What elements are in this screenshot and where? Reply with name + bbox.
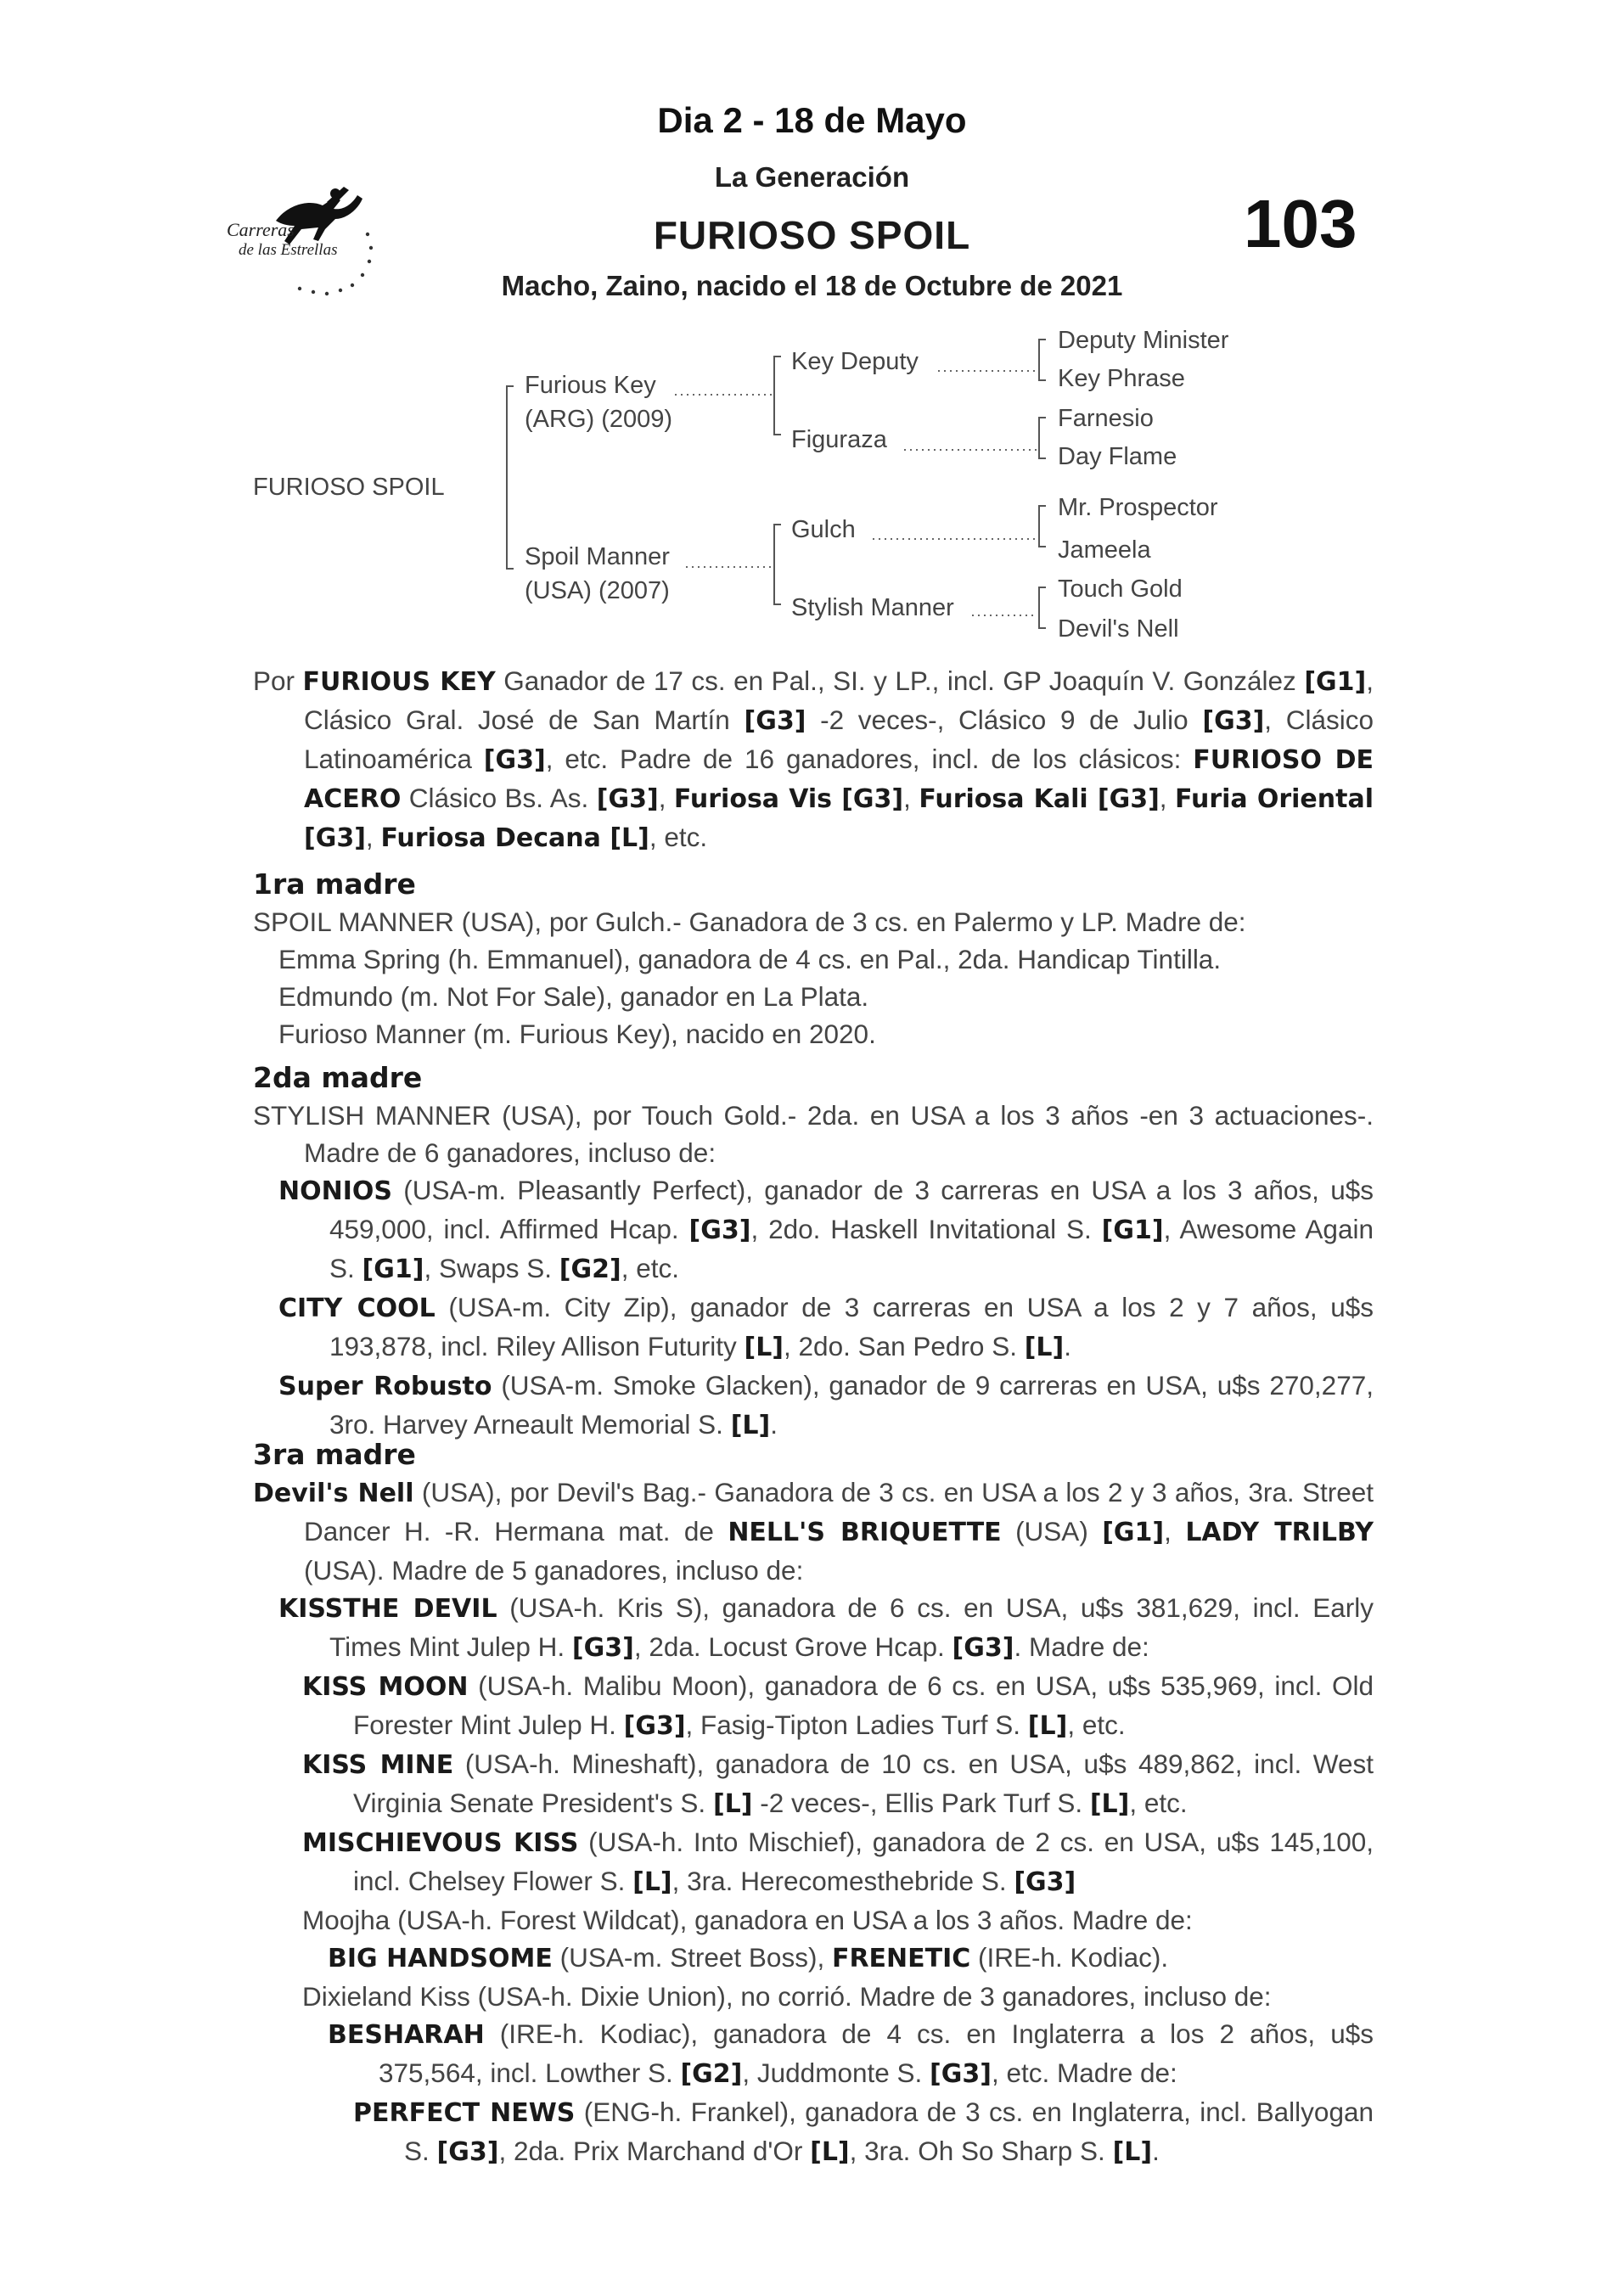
produce-entry <box>278 1171 1374 1288</box>
text: Por <box>253 665 303 696</box>
winner-name: FURIOSO DE ACERO <box>304 745 1374 814</box>
grade: [L] <box>810 2137 850 2167</box>
text: , etc. Madre de: <box>991 2057 1177 2088</box>
grade: [G3] <box>688 1215 751 1245</box>
text: Clásico Bs. As. <box>401 783 597 813</box>
produce-line: Furioso Manner (m. Furious Key), nacido en 2020. <box>278 1019 876 1049</box>
horse-name: CITY COOL <box>278 1294 436 1323</box>
text: , 2do. Haskell Invitational S. <box>750 1214 1102 1244</box>
grade: [G3] <box>596 784 659 814</box>
grade: [G1] <box>1102 1518 1165 1547</box>
produce-entry <box>278 1288 1374 1367</box>
horse-name: PERFECT NEWS <box>353 2098 576 2128</box>
text: . Madre de: <box>1014 1631 1149 1662</box>
horse-name: NELL'S BRIQUETTE <box>728 1518 1002 1547</box>
grade: [G3] <box>1014 1867 1076 1897</box>
text: , etc. <box>1067 1709 1126 1740</box>
grade: [L] <box>1024 1333 1065 1362</box>
pedigree-subject: FURIOSO SPOIL <box>253 474 445 501</box>
text: , Awesome Again S. <box>329 1214 1374 1283</box>
grade: [G3] <box>623 1711 686 1741</box>
text: . <box>1152 2136 1160 2166</box>
produce-entry: Dixieland Kiss (USA-h. Dixie Union), no corrió. Madre de 3 ganadores, incluso de: <box>302 1981 1272 2012</box>
pedigree-sire-sire: Key Deputy <box>791 348 919 375</box>
text: (USA) <box>1001 1516 1103 1547</box>
produce-entry <box>353 2093 1374 2171</box>
produce-line: Emma Spring (h. Emmanuel), ganadora de 4 cs. en Pal., 2da. Handicap Tintilla. <box>278 944 1222 974</box>
day-title: Dia 2 - 18 de Mayo <box>657 100 967 140</box>
grade: [G2] <box>559 1255 621 1284</box>
pedigree-brackets <box>0 0 1624 662</box>
third-dam-heading: 3ra madre <box>253 1438 416 1471</box>
horse-name: KISSTHE DEVIL <box>278 1594 497 1624</box>
pedigree-g3-8: Devil's Nell <box>1058 615 1179 643</box>
produce-entry <box>302 1667 1374 1745</box>
grade: [G1] <box>1101 1215 1164 1245</box>
text: , Clásico Gral. José de San Martín <box>304 665 1374 735</box>
horse-name: FURIOSO SPOIL <box>653 213 971 257</box>
horse-name: FRENETIC <box>831 1944 971 1973</box>
text: , 2do. San Pedro S. <box>784 1331 1025 1361</box>
horse-name: LADY TRILBY <box>1185 1518 1374 1547</box>
text: (USA-h. Kris S), ganadora de 6 cs. en USA, u$s 381,629, incl. Early Times Mint Julep H. <box>329 1592 1374 1662</box>
grade: [G3] <box>483 745 546 775</box>
sire-paragraph <box>253 662 1374 857</box>
text: , etc. <box>621 1253 679 1283</box>
text: , etc. Padre de 16 ganadores, incl. de los clásicos: <box>545 744 1194 774</box>
produce-entry <box>302 1745 1374 1823</box>
text: , <box>365 822 381 852</box>
text: (USA-h. Mineshaft), ganadora de 10 cs. en USA, u$s 489,862, incl. West Virginia Senate President's S. <box>353 1749 1374 1818</box>
winner-name: Furiosa Decana [L] <box>380 823 649 853</box>
produce-entry <box>328 1939 1374 1978</box>
horse-name: MISCHIEVOUS KISS <box>302 1828 579 1858</box>
grade: [L] <box>1027 1711 1068 1741</box>
grade: [G2] <box>680 2059 743 2089</box>
horse-description: Macho, Zaino, nacido el 18 de Octubre de 2021 <box>501 270 1123 301</box>
pedigree-g3-3: Farnesio <box>1058 405 1154 432</box>
grade: [L] <box>730 1411 771 1440</box>
text: , 2da. Locust Grove Hcap. <box>633 1631 952 1662</box>
text: (USA-m. City Zip), ganador de 3 carreras en USA a los 2 y 7 años, u$s 193,878, incl. Riley Allison Futurity <box>329 1292 1374 1361</box>
pedigree-g3-1: Deputy Minister <box>1058 327 1229 354</box>
horse-name: NONIOS <box>278 1176 392 1206</box>
pedigree-dam-origin: (USA) (2007) <box>525 577 670 604</box>
text: , <box>1164 1516 1186 1547</box>
pedigree-sire-dam: Figuraza <box>791 426 887 453</box>
first-dam-heading: 1ra madre <box>253 867 416 901</box>
pedigree-g3-5: Mr. Prospector <box>1058 494 1218 521</box>
second-dam-intro: STYLISH MANNER (USA), por Touch Gold.- 2da. en USA a los 3 años -en 3 actuaciones-. Madre de 6 ganadores, incluso de: <box>253 1100 1374 1168</box>
grade: [L] <box>632 1867 672 1897</box>
produce-entry <box>278 1589 1374 1667</box>
logo-text-line2: de las Estrellas <box>239 241 338 259</box>
first-dam-intro: SPOIL MANNER (USA), por Gulch.- Ganadora de 3 cs. en Palermo y LP. Madre de: <box>253 907 1246 937</box>
text: . <box>770 1409 778 1440</box>
produce-entry <box>302 1823 1374 1901</box>
winner-name: Furiosa Vis [G3] <box>673 784 904 814</box>
text: , 3ra. Oh So Sharp S. <box>849 2136 1113 2166</box>
text: , Fasig-Tipton Ladies Turf S. <box>685 1709 1028 1740</box>
text: , 3ra. Herecomesthebride S. <box>672 1866 1014 1896</box>
horse-name: KISS MOON <box>302 1672 469 1702</box>
winner-name: Furiosa Kali [G3] <box>919 784 1160 814</box>
third-dam-section <box>253 1436 1374 2171</box>
text: Ganador de 17 cs. en Pal., SI. y LP., incl. GP Joaquín V. González <box>495 665 1305 696</box>
text: , 2da. Prix Marchand d'Or <box>498 2136 811 2166</box>
winner-name: Furia Oriental [G3] <box>304 784 1374 853</box>
second-dam-heading: 2da madre <box>253 1061 423 1094</box>
grade: [G3] <box>952 1633 1014 1663</box>
produce-entry <box>328 2015 1374 2093</box>
text: (IRE-h. Kodiac), ganadora de 4 cs. en Inglaterra a los 2 años, u$s 375,564, incl. Lowther S. <box>379 2018 1374 2088</box>
text: -2 veces-, Ellis Park Turf S. <box>752 1788 1090 1818</box>
produce-entry <box>278 1367 1374 1445</box>
pedigree-sire-origin: (ARG) (2009) <box>525 406 673 433</box>
grade: [G3] <box>436 2137 499 2167</box>
lot-number: 103 <box>1244 186 1357 261</box>
horse-name: KISS MINE <box>302 1750 454 1780</box>
third-dam-intro <box>253 1474 1374 1589</box>
text: (USA). Madre de 5 ganadores, incluso de: <box>304 1555 804 1586</box>
grade: [G3] <box>930 2059 992 2089</box>
first-dam-section <box>253 866 1374 1053</box>
pedigree-dam-dam: Stylish Manner <box>791 594 954 621</box>
pedigree-sire: Furious Key <box>525 372 656 399</box>
pedigree-g3-6: Jameela <box>1058 536 1151 564</box>
sire-name: FURIOUS KEY <box>302 667 496 697</box>
grade: [G1] <box>1304 667 1367 697</box>
text: , <box>1159 783 1175 813</box>
pedigree-dam: Spoil Manner <box>525 543 670 570</box>
pedigree-dam-sire: Gulch <box>791 516 856 543</box>
grade: [G1] <box>362 1255 424 1284</box>
horse-name: BESHARAH <box>328 2020 485 2050</box>
text: (USA-h. Into Mischief), ganadora de 2 cs. en USA, u$s 145,100, incl. Chelsey Flower S. <box>353 1827 1374 1896</box>
grade: [L] <box>744 1333 784 1362</box>
second-dam-section <box>253 1059 1374 1445</box>
horse-name: Super Robusto <box>278 1372 492 1401</box>
text: , <box>658 783 674 813</box>
catalog-subtitle: La Generación <box>714 161 910 193</box>
sire-description <box>253 662 1374 857</box>
grade: [L] <box>1089 1789 1130 1819</box>
text: -2 veces-, Clásico 9 de Julio <box>806 705 1203 735</box>
pedigree-g3-4: Day Flame <box>1058 443 1177 470</box>
text: (USA-m. Pleasantly Perfect), ganador de 3 carreras en USA a los 3 años, u$s 459,000, incl. Affirmed Hcap. <box>329 1175 1374 1244</box>
horse-name: Devil's Nell <box>253 1479 414 1508</box>
grade: [L] <box>712 1789 753 1819</box>
grade: [G3] <box>1202 706 1265 736</box>
text: (ENG-h. Frankel), ganadora de 3 cs. en Inglaterra, incl. Ballyogan S. <box>404 2097 1374 2166</box>
pedigree-g3-2: Key Phrase <box>1058 365 1185 392</box>
text: , Juddmonte S. <box>742 2057 930 2088</box>
text: , Swaps S. <box>424 1253 559 1283</box>
text: , etc. <box>1129 1788 1188 1818</box>
text: (USA), por Devil's Bag.- Ganadora de 3 cs. en USA a los 2 y 3 años, 3ra. Street Dancer H. -R. Hermana mat. de <box>304 1477 1374 1547</box>
grade: [L] <box>1112 2137 1153 2167</box>
text: (USA-m. Street Boss), <box>552 1942 832 1973</box>
grade: [G3] <box>744 706 806 736</box>
text: (IRE-h. Kodiac). <box>970 1942 1169 1973</box>
text: (USA-m. Smoke Glacken), ganador de 9 carreras en USA, u$s 270,277, 3ro. Harvey Arneault Memorial S. <box>329 1370 1374 1440</box>
produce-line: Edmundo (m. Not For Sale), ganador en La Plata. <box>278 981 869 1012</box>
produce-entry: Moojha (USA-h. Forest Wildcat), ganadora en USA a los 3 años. Madre de: <box>302 1905 1193 1935</box>
pedigree-g3-7: Touch Gold <box>1058 575 1183 603</box>
text: , etc. <box>649 822 708 852</box>
text: . <box>1064 1331 1072 1361</box>
horse-name: BIG HANDSOME <box>328 1944 553 1973</box>
logo-text-line1: Carreras <box>227 219 295 240</box>
text: , <box>903 783 919 813</box>
text: (USA-h. Malibu Moon), ganadora de 6 cs. en USA, u$s 535,969, incl. Old Forester Mint Julep H. <box>353 1670 1374 1740</box>
text: , Clásico Latinoamérica <box>304 705 1374 774</box>
grade: [G3] <box>571 1633 634 1663</box>
